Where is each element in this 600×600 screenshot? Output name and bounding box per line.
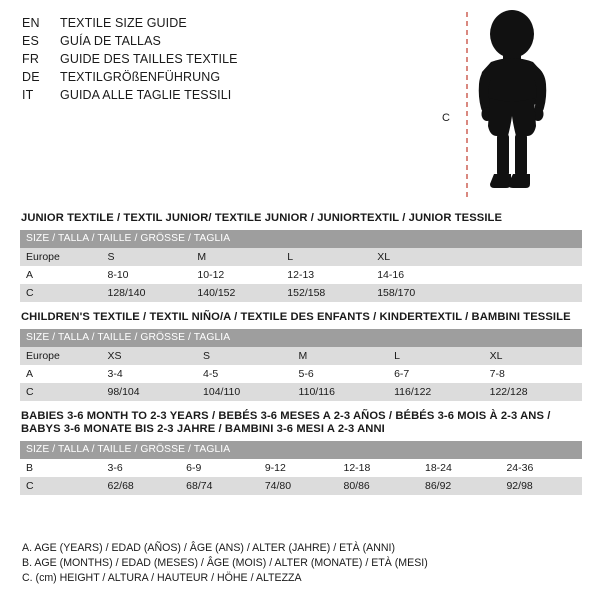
cell: 74/80 bbox=[259, 477, 338, 495]
size-tables bbox=[20, 212, 582, 504]
language-code: ES bbox=[22, 34, 40, 48]
language-row-de bbox=[22, 68, 442, 86]
table-row bbox=[20, 347, 582, 365]
row-label: A bbox=[20, 365, 101, 383]
footnote-height: C. (cm) HEIGHT / ALTURA / HAUTEUR / HÖHE / ALTEZZA bbox=[22, 572, 302, 584]
cell: 12-18 bbox=[338, 459, 419, 477]
cell: S bbox=[197, 347, 293, 365]
cell: S bbox=[101, 248, 191, 266]
cell: XL bbox=[484, 347, 582, 365]
cell: XL bbox=[371, 248, 461, 266]
table-row bbox=[20, 284, 582, 302]
cell: 62/68 bbox=[101, 477, 180, 495]
toddler-silhouette-icon bbox=[442, 8, 582, 203]
language-row-es bbox=[22, 32, 442, 50]
row-label: C bbox=[20, 477, 101, 495]
cell: 80/86 bbox=[338, 477, 419, 495]
language-title: TEXTILGRÖßENFÜHRUNG bbox=[60, 70, 221, 84]
cell: 86/92 bbox=[419, 477, 500, 495]
table-header-row bbox=[20, 441, 582, 459]
row-label: B bbox=[20, 459, 101, 477]
table-header-label: SIZE / TALLA / TAILLE / GRÖSSE / TAGLIA bbox=[20, 230, 582, 248]
row-label: C bbox=[20, 284, 101, 302]
cell: 122/128 bbox=[484, 383, 582, 401]
footnote-age-months: B. AGE (MONTHS) / EDAD (MESES) / ÂGE (MOIS) / ALTER (MONATE) / ETÀ (MESI) bbox=[22, 557, 428, 569]
cell: 5-6 bbox=[293, 365, 389, 383]
cell: 24-36 bbox=[500, 459, 582, 477]
language-row-it bbox=[22, 86, 442, 104]
table-header-label: SIZE / TALLA / TAILLE / GRÖSSE / TAGLIA bbox=[20, 441, 582, 459]
cell: 68/74 bbox=[180, 477, 259, 495]
cell: 104/110 bbox=[197, 383, 293, 401]
cell-empty bbox=[461, 248, 582, 266]
cell: 9-12 bbox=[259, 459, 338, 477]
language-code: FR bbox=[22, 52, 40, 66]
cell: 128/140 bbox=[101, 284, 191, 302]
table-row bbox=[20, 266, 582, 284]
cell: 3-6 bbox=[101, 459, 180, 477]
table-row bbox=[20, 477, 582, 495]
cell: 110/116 bbox=[293, 383, 389, 401]
row-label: Europe bbox=[20, 248, 101, 266]
cell: 6-7 bbox=[388, 365, 484, 383]
size-table bbox=[20, 329, 582, 401]
table-header-label: SIZE / TALLA / TAILLE / GRÖSSE / TAGLIA bbox=[20, 329, 582, 347]
block-title: CHILDREN'S TEXTILE / TEXTIL NIÑO/A / TEXTILE DES ENFANTS / KINDERTEXTIL / BAMBINI TESSILE bbox=[21, 311, 571, 323]
language-row-fr bbox=[22, 50, 442, 68]
row-label: C bbox=[20, 383, 101, 401]
figure-panel bbox=[442, 8, 582, 203]
cell: XS bbox=[101, 347, 197, 365]
cell: 140/152 bbox=[191, 284, 281, 302]
cell: M bbox=[293, 347, 389, 365]
block-title: JUNIOR TEXTILE / TEXTIL JUNIOR/ TEXTILE JUNIOR / JUNIORTEXTIL / JUNIOR TESSILE bbox=[21, 212, 503, 224]
table-header-row bbox=[20, 230, 582, 248]
row-label: A bbox=[20, 266, 101, 284]
size-block-babies bbox=[20, 410, 582, 495]
cell: 158/170 bbox=[371, 284, 461, 302]
table-row bbox=[20, 383, 582, 401]
cell: 152/158 bbox=[281, 284, 371, 302]
language-code: DE bbox=[22, 70, 40, 84]
cell: 92/98 bbox=[500, 477, 582, 495]
height-measure-label: C bbox=[442, 112, 450, 124]
size-block-children bbox=[20, 311, 582, 401]
row-label: Europe bbox=[20, 347, 101, 365]
block-title: BABIES 3-6 MONTH TO 2-3 YEARS / BEBÉS 3-6 MESES A 2-3 AÑOS / BÉBÉS 3-6 MOIS À 2-3 ANS / BABYS 3-6 MONATE BIS 2-3 JAHRE / BAMBINI 3-6 MESI A 2-3 ANNI bbox=[21, 410, 551, 435]
cell: 6-9 bbox=[180, 459, 259, 477]
language-code: IT bbox=[22, 88, 34, 102]
cell: 14-16 bbox=[371, 266, 461, 284]
cell: M bbox=[191, 248, 281, 266]
language-title: GUÍA DE TALLAS bbox=[60, 34, 161, 48]
language-header bbox=[22, 14, 442, 104]
footnote-age-years: A. AGE (YEARS) / EDAD (AÑOS) / ÂGE (ANS) / ALTER (JAHRE) / ETÀ (ANNI) bbox=[22, 542, 395, 554]
table-row bbox=[20, 459, 582, 477]
cell: L bbox=[388, 347, 484, 365]
cell: 12-13 bbox=[281, 266, 371, 284]
cell: 8-10 bbox=[101, 266, 191, 284]
language-title: TEXTILE SIZE GUIDE bbox=[60, 16, 187, 30]
cell: 10-12 bbox=[191, 266, 281, 284]
language-row-en bbox=[22, 14, 442, 32]
cell: 3-4 bbox=[101, 365, 197, 383]
cell: 98/104 bbox=[101, 383, 197, 401]
cell-empty bbox=[461, 284, 582, 302]
cell-empty bbox=[461, 266, 582, 284]
size-table bbox=[20, 441, 582, 495]
table-header-row bbox=[20, 329, 582, 347]
cell: 7-8 bbox=[484, 365, 582, 383]
language-title: GUIDE DES TAILLES TEXTILE bbox=[60, 52, 238, 66]
language-title: GUIDA ALLE TAGLIE TESSILI bbox=[60, 88, 232, 102]
table-row bbox=[20, 248, 582, 266]
cell: L bbox=[281, 248, 371, 266]
cell: 116/122 bbox=[388, 383, 484, 401]
cell: 4-5 bbox=[197, 365, 293, 383]
footnotes bbox=[22, 541, 582, 586]
cell: 18-24 bbox=[419, 459, 500, 477]
language-code: EN bbox=[22, 16, 40, 30]
table-row bbox=[20, 365, 582, 383]
size-block-junior bbox=[20, 212, 582, 302]
size-table bbox=[20, 230, 582, 302]
